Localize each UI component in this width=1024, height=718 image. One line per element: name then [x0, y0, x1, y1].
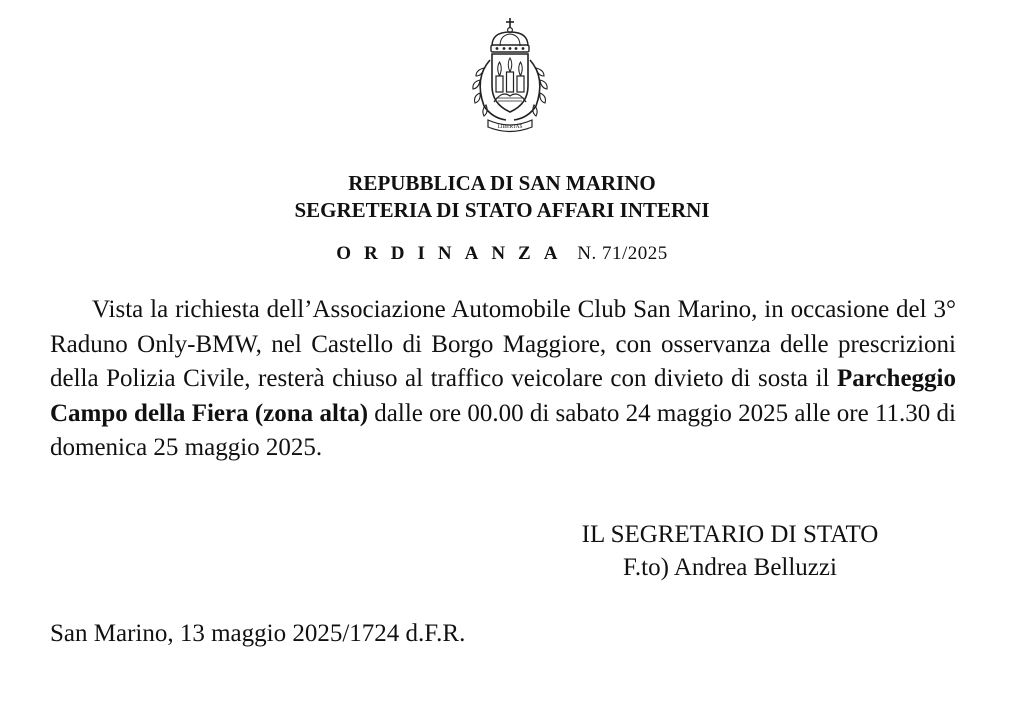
san-marino-coat-of-arms-icon [462, 16, 558, 134]
motto-text: LIBERTAS [497, 124, 523, 130]
header-republic: REPUBBLICA DI SAN MARINO [348, 171, 656, 195]
ordinance-title [0, 243, 1004, 265]
ordinance-body [50, 293, 956, 466]
document-header [0, 170, 1004, 224]
body-text-bold-location: Parcheggio Campo della Fiera (zona alta) [50, 365, 956, 427]
place-and-date: San Marino, 13 maggio 2025/1724 d.F.R. [50, 620, 466, 647]
ordinance-number: N. 71/2025 [577, 243, 668, 264]
body-text-part1: Vista la richiesta dell’Associazione Automobile Club San Marino, in occasione del 3° Raduno Only-BMW, nel Castello di Borgo Maggiore, con osservanza delle prescrizioni della Polizia Civile, resterà chiuso al traffico veicolare con divieto di sosta il [50, 296, 956, 393]
signature-title: IL SEGRETARIO DI STATO [581, 521, 879, 548]
signature-name: F.to) Andrea Belluzzi [623, 554, 837, 581]
header-secretariat: SEGRETERIA DI STATO AFFARI INTERNI [294, 198, 710, 222]
ordinance-label: ORDINANZA [336, 243, 571, 264]
body-text-part2: dalle ore 00.00 di sabato 24 maggio 2025 alle ore 11.30 di domenica 25 maggio 2025. [50, 399, 956, 462]
signature-block [510, 518, 950, 584]
